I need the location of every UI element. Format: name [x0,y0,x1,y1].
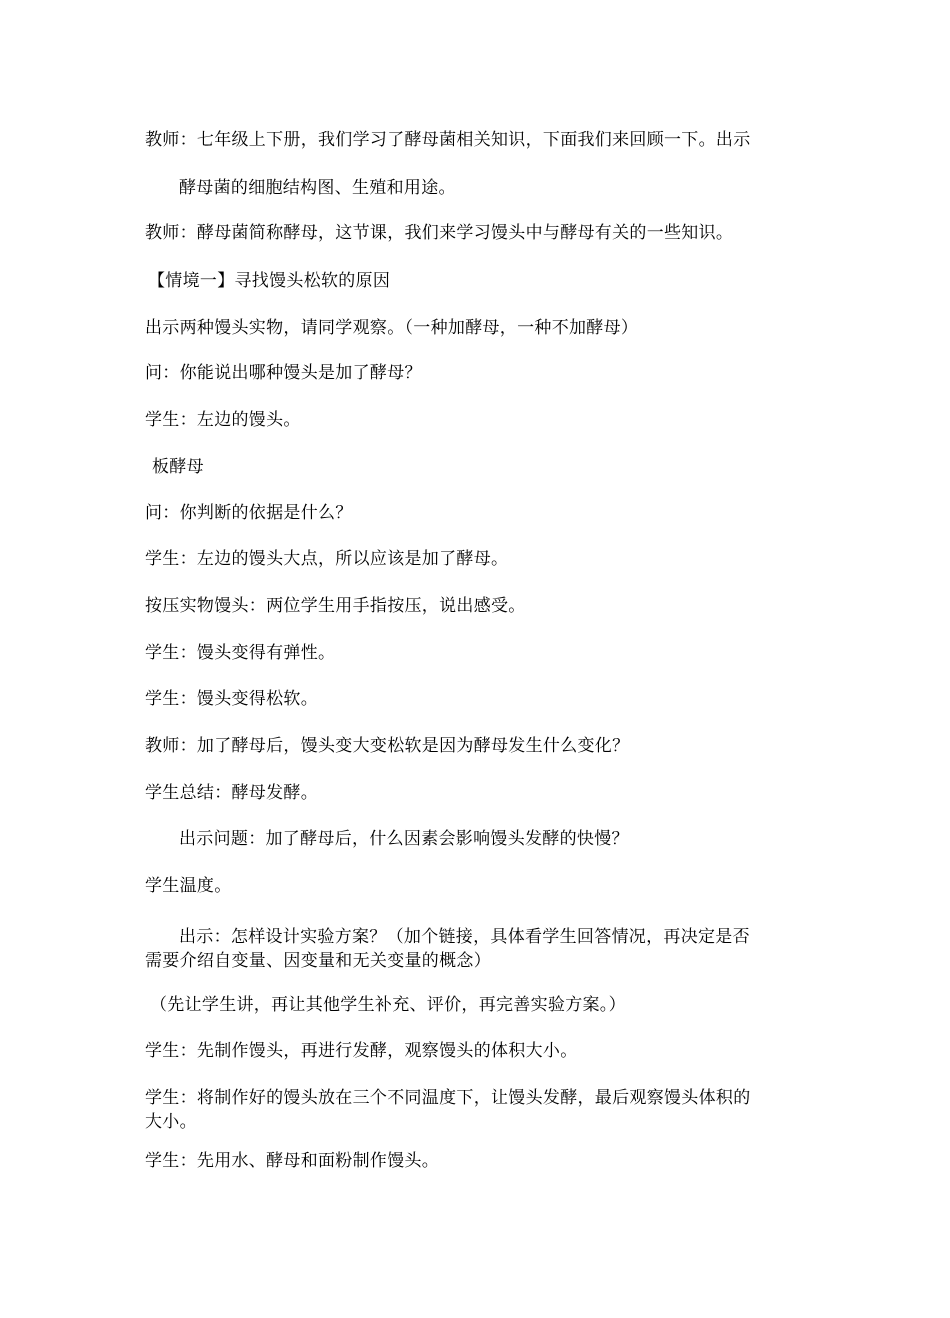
paragraph-student-water-yeast-flour: 学生：先用水、酵母和面粉制作馒头。 [145,1151,440,1171]
paragraph-student-three-temperatures-line2: 大小。 [145,1112,197,1132]
paragraph-question-which-bun: 问：你能说出哪种馒头是加了酵母？ [145,363,422,383]
paragraph-press-buns: 按压实物馒头：两位学生用手指按压，说出感受。 [145,596,526,616]
paragraph-show-experiment-design-line1: 出示：怎样设计实验方案？（加个链接，具体看学生回答情况，再决定是否 [179,927,750,947]
paragraph-teacher-why-soft: 教师：加了酵母后，馒头变大变松软是因为酵母发生什么变化？ [145,736,630,756]
paragraph-student-left-bun: 学生：左边的馒头。 [145,410,301,430]
paragraph-show-question: 出示问题：加了酵母后，什么因素会影响馒头发酵的快慢？ [179,829,629,849]
paragraph-teacher-review-line1: 教师：七年级上下册，我们学习了酵母菌相关知识，下面我们来回顾一下。出示 [145,130,751,150]
paragraph-student-summary: 学生总结：酵母发酵。 [145,783,318,803]
paragraph-student-make-buns-first: 学生：先制作馒头，再进行发酵，观察馒头的体积大小。 [145,1041,578,1061]
paragraph-question-basis: 问：你判断的依据是什么？ [145,503,353,523]
paragraph-student-bigger: 学生：左边的馒头大点，所以应该是加了酵母。 [145,549,509,569]
paragraph-student-discussion-note: （先让学生讲，再让其他学生补充、评价，再完善实验方案。） [150,995,626,1015]
paragraph-student-elastic: 学生：馒头变得有弹性。 [145,643,336,663]
paragraph-show-experiment-design-line2: 需要介绍自变量、因变量和无关变量的概念） [145,951,491,971]
paragraph-show-steamed-buns: 出示两种馒头实物，请同学观察。（一种加酵母，一种不加酵母） [145,318,639,338]
paragraph-teacher-intro: 教师：酵母菌简称酵母，这节课，我们来学习馒头中与酵母有关的一些知识。 [145,223,734,243]
paragraph-student-three-temperatures-line1: 学生：将制作好的馒头放在三个不同温度下，让馒头发酵，最后观察馒头体积的 [145,1088,751,1108]
paragraph-student-temperature: 学生温度。 [145,876,232,896]
paragraph-board-yeast: 板酵母 [152,457,204,477]
section-heading-scenario-one: 【情境一】寻找馒头松软的原因 [148,271,391,291]
paragraph-student-soft: 学生：馒头变得松软。 [145,689,318,709]
paragraph-teacher-review-line2: 酵母菌的细胞结构图、生殖和用途。 [179,178,456,198]
